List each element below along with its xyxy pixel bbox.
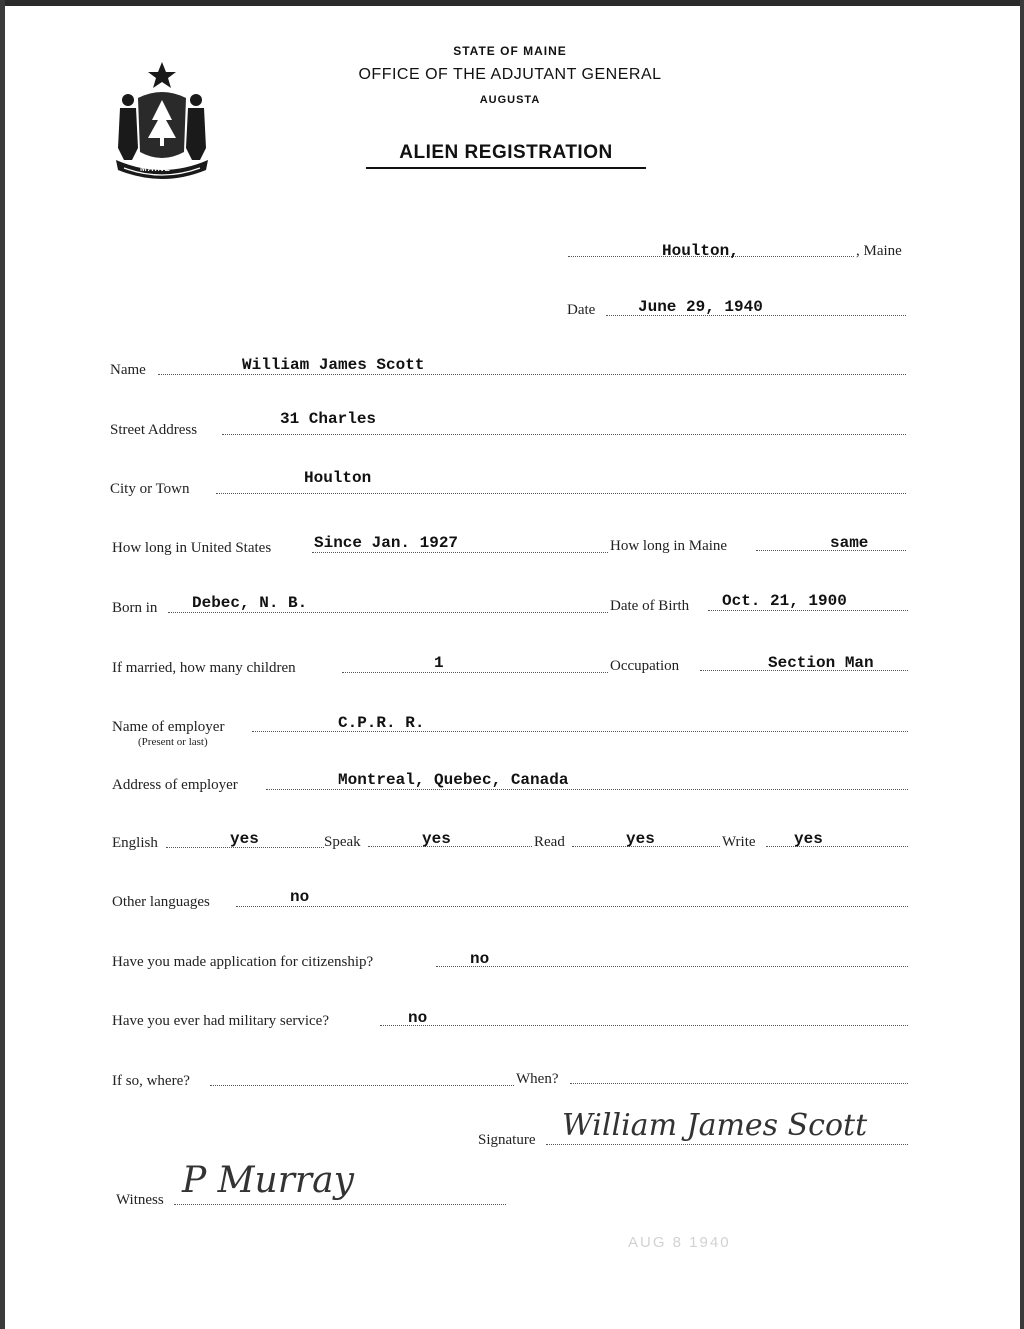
other-lang-value: no xyxy=(290,888,310,906)
where-label: If so, where? xyxy=(112,1073,190,1089)
witness-label: Witness xyxy=(116,1192,164,1208)
scan-edge-top xyxy=(0,0,1024,6)
employer-sublabel: (Present or last) xyxy=(138,736,208,748)
name-label: Name xyxy=(110,362,146,378)
military-value: no xyxy=(408,1009,428,1027)
received-stamp: AUG 8 1940 xyxy=(628,1234,731,1251)
born-label: Born in xyxy=(112,600,158,616)
children-value: 1 xyxy=(434,654,444,672)
speak-label: Speak xyxy=(324,834,361,850)
employer-address-label: Address of employer xyxy=(112,777,238,793)
english-label: English xyxy=(112,835,158,851)
scan-edge-right xyxy=(1020,0,1024,1329)
city-heading: AUGUSTA xyxy=(479,94,541,106)
city-dotted-line xyxy=(216,493,906,494)
signature-dotted-line xyxy=(546,1144,908,1145)
date-value: June 29, 1940 xyxy=(638,298,763,316)
signature-value: William James Scott xyxy=(562,1108,868,1143)
write-label: Write xyxy=(722,834,756,850)
town-value: Houlton, xyxy=(662,242,739,260)
military-label: Have you ever had military service? xyxy=(112,1013,329,1029)
occupation-value: Section Man xyxy=(768,654,874,672)
date-label: Date xyxy=(567,302,596,318)
where-dotted-line xyxy=(210,1085,514,1086)
military-dotted-line xyxy=(380,1025,908,1026)
occupation-label: Occupation xyxy=(610,658,680,674)
employer-label: Name of employer xyxy=(112,719,225,735)
witness-value: P Murray xyxy=(182,1160,354,1201)
citizenship-dotted-line xyxy=(436,966,908,967)
name-dotted-line xyxy=(158,374,906,375)
how-long-us-value: Since Jan. 1927 xyxy=(314,534,459,552)
witness-dotted-line xyxy=(174,1204,506,1205)
town-suffix: , Maine xyxy=(856,243,902,259)
dob-label: Date of Birth xyxy=(610,598,690,614)
city-value: Houlton xyxy=(304,469,372,487)
children-dotted-line xyxy=(342,672,608,673)
employer-address-dotted-line xyxy=(266,789,908,790)
english-value: yes xyxy=(230,830,259,848)
employer-value: C.P.R. R. xyxy=(338,714,425,732)
read-value: yes xyxy=(626,830,655,848)
read-label: Read xyxy=(534,834,565,850)
scan-edge-left xyxy=(0,0,5,1329)
born-dotted-line xyxy=(168,612,608,613)
how-long-us-label: How long in United States xyxy=(112,540,272,556)
dob-dotted-line xyxy=(708,610,908,611)
state-heading: STATE OF MAINE xyxy=(453,44,567,58)
when-label: When? xyxy=(516,1071,559,1087)
city-label: City or Town xyxy=(110,481,190,497)
born-value: Debec, N. B. xyxy=(192,594,308,612)
how-long-maine-label: How long in Maine xyxy=(610,538,728,554)
other-lang-label: Other languages xyxy=(112,894,210,910)
other-lang-dotted-line xyxy=(236,906,908,907)
office-heading: OFFICE OF THE ADJUTANT GENERAL xyxy=(358,66,662,83)
how-long-us-dotted-line xyxy=(312,552,608,553)
seal-text: MAINE xyxy=(140,164,171,173)
dob-value: Oct. 21, 1900 xyxy=(722,592,847,610)
write-dotted-line xyxy=(766,846,908,847)
title-underline xyxy=(366,167,646,169)
when-dotted-line xyxy=(570,1083,908,1084)
citizenship-value: no xyxy=(470,950,490,968)
citizenship-label: Have you made application for citizenship? xyxy=(112,954,374,970)
form-title: ALIEN REGISTRATION xyxy=(399,142,613,163)
street-dotted-line xyxy=(222,434,906,435)
how-long-maine-value: same xyxy=(830,534,869,552)
children-label: If married, how many children xyxy=(112,660,296,676)
name-value: William James Scott xyxy=(242,356,425,374)
write-value: yes xyxy=(794,830,823,848)
signature-label: Signature xyxy=(478,1132,536,1148)
street-value: 31 Charles xyxy=(280,410,377,428)
speak-value: yes xyxy=(422,830,451,848)
employer-address-value: Montreal, Quebec, Canada xyxy=(338,771,569,789)
street-label: Street Address xyxy=(110,422,198,438)
